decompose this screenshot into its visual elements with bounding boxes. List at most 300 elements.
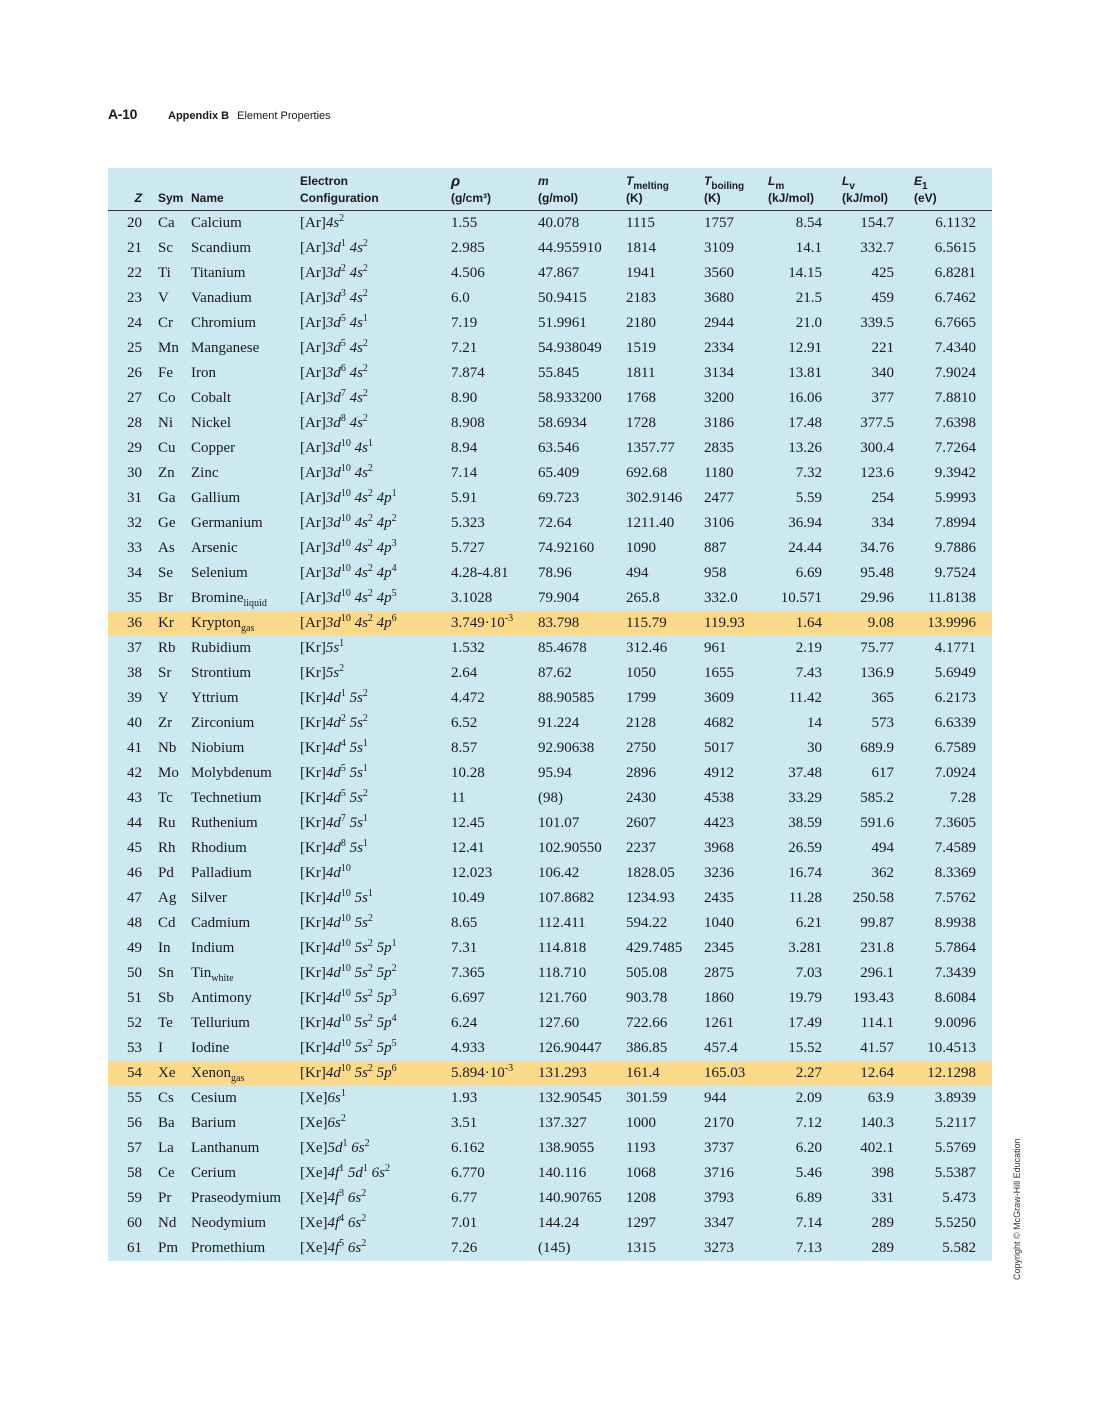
cell-electron-config: $[Kr]4d^7$ $5s^1$: [300, 813, 368, 831]
cell-z: 54: [108, 1061, 148, 1086]
cell-e1: 5.5769: [934, 1140, 976, 1156]
cell-l-m: 17.49: [788, 1015, 822, 1031]
cell-name: Titanium: [191, 265, 246, 281]
cell-l-m: 2.27: [768, 1061, 842, 1086]
cell-l-m: 19.79: [788, 990, 822, 1006]
cell-l-m: 14.1: [795, 240, 822, 256]
header-e1: $E_1$ (eV): [914, 168, 992, 211]
cell-l-v: 377.5: [860, 415, 894, 431]
cell-l-m: 14: [807, 715, 822, 731]
cell-electron-config: $[Kr]4d^{10}$ $5s^2$ $5p^2$: [300, 963, 397, 981]
cell-density: 7.14: [451, 465, 478, 481]
cell-l-v: 140.3: [860, 1115, 894, 1131]
cell-symbol: La: [158, 1140, 174, 1156]
cell-t-melting: 1519: [626, 340, 656, 356]
cell-density: 4.933: [451, 1040, 485, 1056]
cell-z: 51: [127, 990, 142, 1006]
cell-z: 60: [127, 1215, 142, 1231]
cell-t-boiling: 2345: [704, 940, 734, 956]
cell-density: 12.45: [451, 815, 485, 831]
table-row: [108, 286, 992, 311]
cell-electron-config: $[Ar]3d^2$ $4s^2$: [300, 263, 368, 281]
cell-e1: 5.9993: [934, 490, 976, 506]
cell-z: 36: [108, 611, 148, 636]
cell-e1: 9.0096: [934, 1015, 976, 1031]
cell-t-boiling: 4912: [704, 765, 734, 781]
table-row: [108, 661, 992, 686]
cell-symbol: Ni: [158, 415, 173, 431]
cell-symbol: Sb: [158, 990, 174, 1006]
state-subscript: gas: [241, 623, 255, 634]
cell-molar-mass: 87.62: [538, 665, 572, 681]
cell-z: 59: [127, 1190, 142, 1206]
cell-e1: 5.582: [942, 1240, 976, 1256]
table-row: [108, 786, 992, 811]
cell-molar-mass: 91.224: [538, 715, 580, 731]
cell-t-boiling: 3347: [704, 1215, 734, 1231]
cell-t-melting: 1814: [626, 240, 656, 256]
cell-l-m: 10.571: [780, 590, 822, 606]
cell-symbol: Nb: [158, 740, 177, 756]
cell-l-v: 231.8: [860, 940, 894, 956]
cell-name: Rhodium: [191, 840, 247, 856]
table-row: [108, 586, 992, 611]
cell-name: Promethium: [191, 1240, 266, 1256]
cell-l-v: 362: [871, 865, 894, 881]
cell-z: 32: [127, 515, 142, 531]
cell-density: 10.28: [451, 765, 485, 781]
element-properties-table: [108, 168, 992, 1261]
cell-z: 48: [127, 915, 142, 931]
cell-l-v: 300.4: [860, 440, 894, 456]
cell-name: Niobium: [191, 740, 245, 756]
cell-z: 37: [127, 640, 142, 656]
cell-e1: 7.4340: [934, 340, 976, 356]
cell-molar-mass: 140.90765: [538, 1190, 602, 1206]
cell-z: 31: [127, 490, 142, 506]
cell-molar-mass: 144.24: [538, 1215, 580, 1231]
cell-name: Molybdenum: [191, 765, 272, 781]
cell-t-boiling: 958: [704, 565, 727, 581]
cell-electron-config: $[Ar]3d^{10}$ $4s^2$ $4p^4$: [300, 563, 397, 581]
cell-symbol: Fe: [158, 365, 173, 381]
cell-electron-config: $[Xe]4f^1$ $5d^1$ $6s^2$: [300, 1163, 390, 1181]
cell-molar-mass: 58.6934: [538, 415, 587, 431]
cell-molar-mass: 127.60: [538, 1015, 580, 1031]
cell-l-m: 3.281: [788, 940, 822, 956]
table-row: [108, 686, 992, 711]
cell-symbol: Pm: [158, 1240, 179, 1256]
cell-l-m: 33.29: [788, 790, 822, 806]
cell-l-v: 29.96: [860, 590, 894, 606]
cell-molar-mass: 63.546: [538, 440, 580, 456]
cell-t-boiling: 2875: [704, 965, 734, 981]
cell-l-m: 8.54: [795, 215, 822, 231]
cell-e1: 7.8994: [934, 515, 976, 531]
table-row: [108, 236, 992, 261]
cell-l-v: 365: [871, 690, 894, 706]
cell-electron-config: $[Ar]3d^{10}$ $4s^2$ $4p^6$: [300, 611, 451, 636]
cell-e1: 7.0924: [934, 765, 976, 781]
cell-z: 29: [127, 440, 142, 456]
table-row: [108, 611, 992, 636]
cell-z: 30: [127, 465, 142, 481]
cell-electron-config: $[Ar]4s^2$: [300, 213, 345, 231]
cell-name: Lanthanum: [191, 1140, 260, 1156]
cell-z: 52: [127, 1015, 142, 1031]
table-row: [108, 486, 992, 511]
cell-e1: 8.6084: [934, 990, 976, 1006]
cell-density: 2.985: [451, 240, 485, 256]
table-row: [108, 961, 992, 986]
cell-l-v: 63.9: [867, 1090, 894, 1106]
cell-l-v: 123.6: [860, 465, 894, 481]
table-row: [108, 411, 992, 436]
cell-molar-mass: 114.818: [538, 940, 587, 956]
cell-name: Neodymium: [191, 1215, 266, 1231]
cell-electron-config: $[Xe]4f^5$ $6s^2$: [300, 1238, 367, 1256]
copyright-notice: Copyright © McGraw-Hill Education: [1012, 1138, 1022, 1280]
cell-l-v: 99.87: [860, 915, 894, 931]
cell-symbol: Br: [158, 590, 173, 606]
cell-t-melting: 692.68: [626, 465, 668, 481]
cell-symbol: Xe: [148, 1061, 191, 1086]
cell-molar-mass: 140.116: [538, 1165, 587, 1181]
cell-t-melting: 2896: [626, 765, 656, 781]
cell-t-melting: 265.8: [626, 590, 660, 606]
cell-t-melting: 1068: [626, 1165, 656, 1181]
cell-molar-mass: 51.9961: [538, 315, 587, 331]
cell-electron-config: $[Ar]3d^8$ $4s^2$: [300, 413, 368, 431]
cell-electron-config: $[Kr]5s^2$: [300, 663, 345, 681]
cell-t-boiling: 2477: [704, 490, 734, 506]
cell-l-m: 36.94: [788, 515, 822, 531]
table-row: [108, 936, 992, 961]
cell-t-melting: 302.9146: [626, 490, 683, 506]
cell-symbol: Rh: [158, 840, 176, 856]
cell-l-v: 136.9: [860, 665, 894, 681]
cell-electron-config: $[Ar]3d^1$ $4s^2$: [300, 238, 368, 256]
cell-t-melting: 161.4: [626, 1061, 704, 1086]
cell-l-m: 13.81: [788, 365, 822, 381]
cell-t-boiling: 457.4: [704, 1040, 738, 1056]
cell-name: Nickel: [191, 415, 231, 431]
cell-t-melting: 429.7485: [626, 940, 683, 956]
cell-t-melting: 494: [626, 565, 649, 581]
state-subscript: liquid: [243, 598, 267, 609]
cell-symbol: Tc: [158, 790, 173, 806]
cell-name: Bromine$_{liquid}$: [191, 590, 267, 609]
cell-density: 1.532: [451, 640, 485, 656]
cell-name: Krypton$_{gas}$: [191, 611, 300, 636]
cell-molar-mass: 101.07: [538, 815, 580, 831]
cell-molar-mass: 40.078: [538, 215, 580, 231]
cell-e1: 6.2173: [934, 690, 976, 706]
cell-t-boiling: 1757: [704, 215, 734, 231]
cell-name: Tin$_{white}$: [191, 965, 234, 984]
cell-name: Cerium: [191, 1165, 236, 1181]
cell-density: 7.01: [451, 1215, 478, 1231]
cell-electron-config: $[Ar]3d^3$ $4s^2$: [300, 288, 368, 306]
cell-t-melting: 1315: [626, 1240, 656, 1256]
cell-e1: 7.5762: [934, 890, 976, 906]
cell-e1: 10.4513: [927, 1040, 976, 1056]
cell-l-v: 573: [871, 715, 894, 731]
cell-molar-mass: 65.409: [538, 465, 580, 481]
cell-symbol: Zn: [158, 465, 175, 481]
cell-density: 5.91: [451, 490, 478, 506]
cell-t-boiling: 1040: [704, 915, 734, 931]
table-row: [108, 361, 992, 386]
table-row: [108, 836, 992, 861]
cell-t-boiling: 1655: [704, 665, 734, 681]
cell-l-m: 17.48: [788, 415, 822, 431]
cell-electron-config: $[Kr]4d^1$ $5s^2$: [300, 688, 368, 706]
cell-electron-config: $[Ar]3d^{10}$ $4s^2$: [300, 463, 373, 481]
cell-l-v: 332.7: [860, 240, 894, 256]
cell-z: 26: [127, 365, 142, 381]
cell-symbol: Ce: [158, 1165, 175, 1181]
cell-l-m: 11.28: [788, 890, 822, 906]
cell-t-melting: 1768: [626, 390, 656, 406]
cell-l-m: 30: [807, 740, 822, 756]
cell-t-melting: 1000: [626, 1115, 656, 1131]
cell-e1: 7.28: [949, 790, 976, 806]
cell-molar-mass: 118.710: [538, 965, 587, 981]
cell-l-m: 14.15: [788, 265, 822, 281]
cell-t-boiling: 4682: [704, 715, 734, 731]
cell-l-m: 6.69: [795, 565, 822, 581]
table-row: [108, 1186, 992, 1211]
cell-name: Manganese: [191, 340, 260, 356]
cell-name: Silver: [191, 890, 227, 906]
table-row: [108, 561, 992, 586]
cell-t-melting: 903.78: [626, 990, 668, 1006]
cell-t-melting: 1211.40: [626, 515, 675, 531]
cell-e1: 6.7462: [934, 290, 976, 306]
cell-molar-mass: 83.798: [538, 611, 626, 636]
cell-electron-config: $[Xe]4f^4$ $6s^2$: [300, 1213, 367, 1231]
cell-electron-config: $[Ar]3d^6$ $4s^2$: [300, 363, 368, 381]
cell-l-v: 377: [871, 390, 894, 406]
cell-density: 1.55: [451, 215, 478, 231]
cell-t-boiling: 1180: [704, 465, 734, 481]
header-name: Name: [191, 168, 300, 211]
cell-l-v: 296.1: [860, 965, 894, 981]
cell-electron-config: $[Kr]4d^2$ $5s^2$: [300, 713, 368, 731]
table-row: [108, 461, 992, 486]
cell-l-v: 193.43: [852, 990, 894, 1006]
cell-molar-mass: 137.327: [538, 1115, 587, 1131]
cell-symbol: V: [158, 290, 169, 306]
cell-t-melting: 2430: [626, 790, 656, 806]
cell-t-melting: 1357.77: [626, 440, 675, 456]
cell-name: Copper: [191, 440, 236, 456]
cell-l-m: 2.19: [795, 640, 822, 656]
cell-t-melting: 301.59: [626, 1090, 668, 1106]
cell-t-melting: 505.08: [626, 965, 668, 981]
cell-t-boiling: 4538: [704, 790, 734, 806]
cell-e1: 8.9938: [934, 915, 976, 931]
cell-e1: 7.8810: [934, 390, 976, 406]
cell-molar-mass: (98): [538, 790, 563, 806]
cell-density: 4.506: [451, 265, 485, 281]
cell-e1: 7.3605: [934, 815, 976, 831]
cell-name: Zinc: [191, 465, 219, 481]
cell-symbol: Sn: [158, 965, 174, 981]
cell-symbol: In: [158, 940, 171, 956]
cell-molar-mass: 126.90447: [538, 1040, 602, 1056]
cell-l-v: 617: [871, 765, 894, 781]
cell-electron-config: $[Kr]4d^{10}$: [300, 863, 351, 881]
cell-t-melting: 594.22: [626, 915, 668, 931]
cell-l-m: 7.32: [795, 465, 822, 481]
cell-e1: 6.1132: [935, 215, 976, 231]
state-subscript: gas: [231, 1073, 245, 1084]
cell-density: 4.28-4.81: [451, 565, 509, 581]
cell-l-m: 5.46: [795, 1165, 822, 1181]
cell-symbol: Pr: [158, 1190, 172, 1206]
cell-electron-config: $[Ar]3d^{10}$ $4s^2$ $4p^5$: [300, 588, 397, 606]
cell-e1: 7.7264: [934, 440, 976, 456]
header-t-boiling: $T_{boiling}$ (K): [704, 168, 768, 211]
table-row: [108, 211, 992, 237]
cell-t-boiling: 4423: [704, 815, 734, 831]
cell-z: 56: [127, 1115, 142, 1131]
cell-density: 8.94: [451, 440, 478, 456]
cell-density: 12.41: [451, 840, 485, 856]
cell-name: Zirconium: [191, 715, 255, 731]
cell-e1: 11.8138: [927, 590, 976, 606]
cell-name: Praseodymium: [191, 1190, 281, 1206]
cell-e1: 13.9996: [914, 611, 992, 636]
cell-t-melting: 1728: [626, 415, 656, 431]
cell-t-melting: 1828.05: [626, 865, 675, 881]
cell-molar-mass: 131.293: [538, 1061, 626, 1086]
cell-name: Arsenic: [191, 540, 238, 556]
cell-electron-config: $[Xe]4f^3$ $6s^2$: [300, 1188, 367, 1206]
cell-z: 33: [127, 540, 142, 556]
cell-symbol: Mo: [158, 765, 179, 781]
cell-molar-mass: 121.760: [538, 990, 587, 1006]
cell-e1: 9.3942: [934, 465, 976, 481]
cell-l-m: 38.59: [788, 815, 822, 831]
cell-density: 5.323: [451, 515, 485, 531]
cell-z: 61: [127, 1240, 142, 1256]
cell-l-m: 21.0: [795, 315, 822, 331]
cell-t-boiling: 887: [704, 540, 727, 556]
cell-l-v: 254: [871, 490, 894, 506]
cell-electron-config: $[Ar]3d^5$ $4s^2$: [300, 338, 368, 356]
running-head: [108, 106, 331, 122]
cell-symbol: Te: [158, 1015, 173, 1031]
cell-z: 55: [127, 1090, 142, 1106]
cell-symbol: Nd: [158, 1215, 177, 1231]
cell-l-v: 34.76: [860, 540, 894, 556]
cell-density: 6.77: [451, 1190, 478, 1206]
cell-electron-config: $[Kr]4d^5$ $5s^2$: [300, 788, 368, 806]
cell-density: 12.023: [451, 865, 493, 881]
header-sym: Sym: [148, 168, 191, 211]
table-row: [108, 1111, 992, 1136]
cell-electron-config: $[Xe]6s^2$: [300, 1113, 346, 1131]
cell-z: 38: [127, 665, 142, 681]
table-row: [108, 1086, 992, 1111]
cell-l-v: 41.57: [860, 1040, 894, 1056]
cell-l-v: 289: [871, 1240, 894, 1256]
table-row: [108, 911, 992, 936]
cell-name: Calcium: [191, 215, 242, 231]
table-row: [108, 1011, 992, 1036]
cell-t-melting: 2180: [626, 315, 656, 331]
cell-symbol: Mn: [158, 340, 179, 356]
cell-electron-config: $[Kr]4d^{10}$ $5s^1$: [300, 888, 373, 906]
cell-z: 28: [127, 415, 142, 431]
cell-z: 50: [127, 965, 142, 981]
cell-t-boiling: 3716: [704, 1165, 734, 1181]
cell-t-boiling: 3680: [704, 290, 734, 306]
cell-t-boiling: 3186: [704, 415, 734, 431]
cell-t-melting: 1208: [626, 1190, 656, 1206]
cell-e1: 5.473: [942, 1190, 976, 1206]
cell-t-boiling: 3968: [704, 840, 734, 856]
cell-electron-config: $[Ar]3d^{10}$ $4s^2$ $4p^3$: [300, 538, 397, 556]
cell-z: 27: [127, 390, 142, 406]
cell-e1: 6.7665: [934, 315, 976, 331]
cell-density: 8.90: [451, 390, 478, 406]
cell-z: 49: [127, 940, 142, 956]
cell-molar-mass: 72.64: [538, 515, 572, 531]
cell-name: Tellurium: [191, 1015, 250, 1031]
cell-l-v: 402.1: [860, 1140, 894, 1156]
cell-l-m: 13.26: [788, 440, 822, 456]
cell-name: Palladium: [191, 865, 252, 881]
cell-density: 7.19: [451, 315, 478, 331]
cell-z: 58: [127, 1165, 142, 1181]
cell-t-boiling: 3236: [704, 865, 734, 881]
cell-e1: 4.1771: [934, 640, 976, 656]
header-t-melting: $T_{melting}$ (K): [626, 168, 704, 211]
table-row: [108, 761, 992, 786]
cell-molar-mass: 78.96: [538, 565, 572, 581]
cell-electron-config: $[Ar]3d^7$ $4s^2$: [300, 388, 368, 406]
cell-t-boiling: 3560: [704, 265, 734, 281]
cell-symbol: Se: [158, 565, 173, 581]
state-subscript: white: [211, 973, 234, 984]
header-z: Z: [108, 168, 148, 211]
cell-e1: 6.5615: [934, 240, 976, 256]
cell-symbol: Ti: [158, 265, 171, 281]
table-row: [108, 1036, 992, 1061]
cell-density: 7.365: [451, 965, 485, 981]
cell-e1: 5.7864: [934, 940, 976, 956]
cell-name: Vanadium: [191, 290, 252, 306]
cell-density: 2.64: [451, 665, 478, 681]
appendix-label: Appendix B: [168, 110, 230, 122]
table-row: [108, 386, 992, 411]
table-row: [108, 1061, 992, 1086]
cell-l-m: 5.59: [795, 490, 822, 506]
cell-name: Indium: [191, 940, 235, 956]
table-row: [108, 886, 992, 911]
cell-l-m: 6.21: [795, 915, 822, 931]
cell-z: 22: [127, 265, 142, 281]
cell-t-melting: 722.66: [626, 1015, 668, 1031]
cell-name: Xenon$_{gas}$: [191, 1061, 300, 1086]
cell-e1: 8.3369: [934, 865, 976, 881]
cell-t-boiling: 3106: [704, 515, 734, 531]
cell-density: $3.749\cdot 10^{-3}$: [451, 611, 538, 636]
